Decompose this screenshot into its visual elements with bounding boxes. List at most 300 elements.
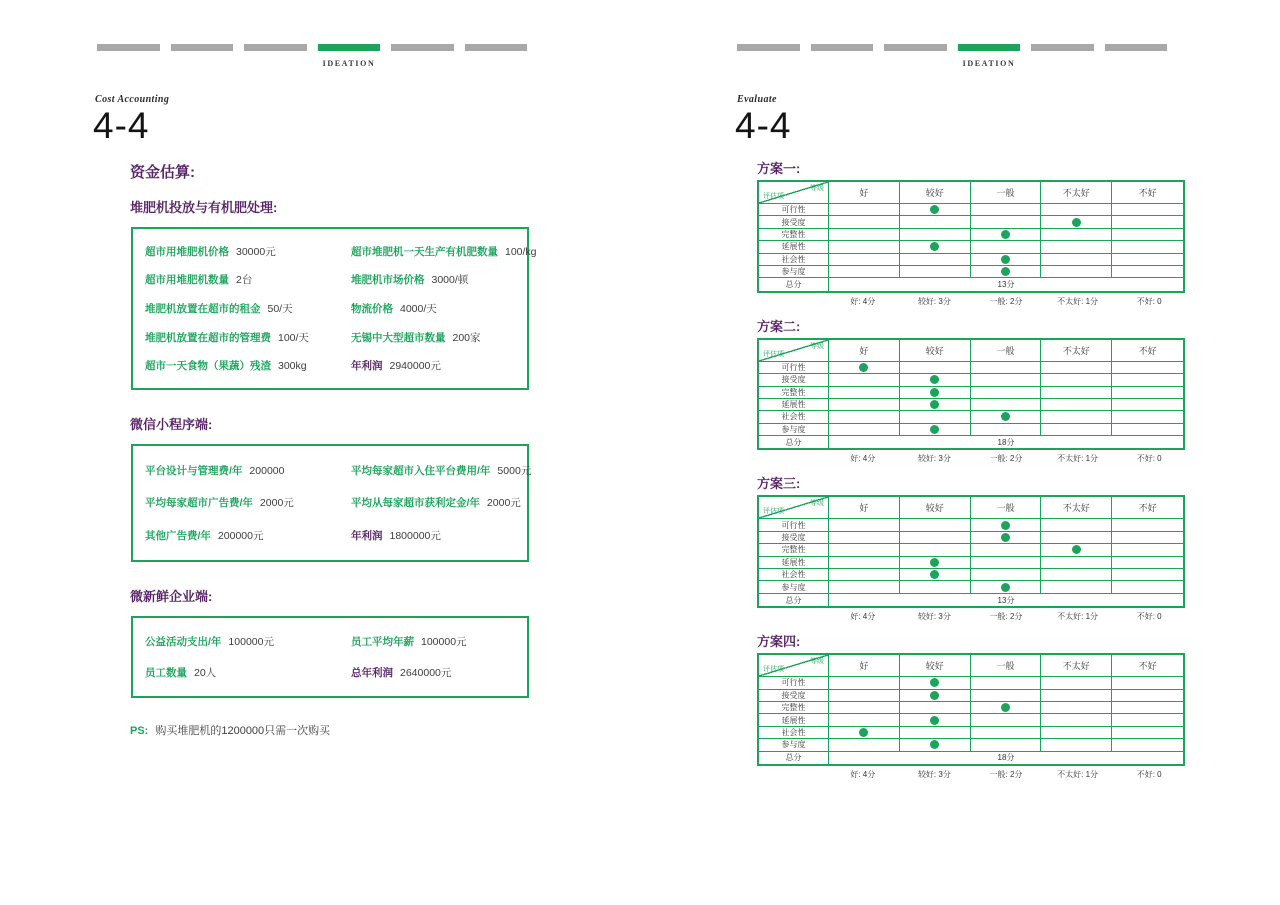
rating-dot	[1072, 545, 1081, 554]
progress-segment	[391, 44, 454, 51]
item-label: 员工平均年薪	[351, 636, 414, 648]
rating-dot	[1001, 255, 1010, 264]
column-header: 一般	[971, 655, 1042, 677]
criteria-label: 延展性	[759, 399, 829, 411]
left-sections	[130, 197, 537, 738]
rating-cell	[1041, 254, 1112, 266]
page-number-left: 4-4	[93, 105, 150, 146]
rating-dot	[930, 242, 939, 251]
rating-cell	[971, 690, 1042, 702]
rating-cell	[1112, 387, 1183, 399]
legend-item: 好: 4分	[850, 296, 876, 306]
rating-cell	[900, 677, 971, 689]
progress-segments	[97, 44, 527, 51]
item-value: 2000元	[259, 497, 294, 510]
rating-cell	[1112, 581, 1183, 593]
legend-spacer	[757, 611, 827, 622]
rating-cell	[971, 424, 1042, 436]
column-header: 较好	[900, 340, 971, 362]
rating-dot	[930, 558, 939, 567]
rating-cell	[900, 739, 971, 751]
rating-cell	[1041, 229, 1112, 241]
info-row	[133, 244, 537, 259]
rating-dot	[930, 678, 939, 687]
info-box	[131, 227, 537, 390]
rating-cell	[829, 544, 900, 556]
rating-cell	[1112, 216, 1183, 228]
rating-cell	[1112, 714, 1183, 726]
item-value: 1800000元	[389, 530, 441, 543]
criteria-label: 接受度	[759, 532, 829, 544]
criteria-label: 完整性	[759, 229, 829, 241]
legend-item: 不好: 0	[1136, 454, 1162, 464]
rating-cell	[971, 569, 1042, 581]
rating-cell	[1041, 241, 1112, 253]
rating-cell	[829, 702, 900, 714]
progress-bar-left	[97, 44, 527, 51]
progress-segment	[1031, 44, 1094, 51]
legend-item: 一般: 2分	[989, 769, 1023, 779]
rating-cell	[829, 727, 900, 739]
eval-table	[757, 338, 1185, 451]
rating-cell	[971, 519, 1042, 531]
rating-cell	[1041, 411, 1112, 423]
rating-cell	[829, 387, 900, 399]
total-value: 18分	[997, 753, 1015, 763]
rating-cell	[971, 557, 1042, 569]
rating-cell	[1041, 557, 1112, 569]
rating-cell	[900, 519, 971, 531]
rating-cell	[1112, 399, 1183, 411]
item-label: 平均从每家超市获利定金/年	[351, 497, 480, 510]
column-header: 不好	[1112, 340, 1183, 362]
rating-dot	[1072, 218, 1081, 227]
rating-cell	[971, 714, 1042, 726]
rating-dot	[1001, 412, 1010, 421]
item-value: 50/天	[267, 302, 293, 315]
corner-cell	[759, 340, 829, 362]
rating-cell	[829, 254, 900, 266]
info-item	[351, 495, 527, 510]
rating-cell	[829, 532, 900, 544]
rating-cell	[900, 399, 971, 411]
legend-item: 不太好: 1分	[1057, 612, 1099, 622]
progress-segment	[737, 44, 800, 51]
rating-cell	[900, 557, 971, 569]
rating-cell	[971, 374, 1042, 386]
legend-item: 不太好: 1分	[1057, 296, 1099, 306]
info-box	[131, 616, 529, 698]
legend-item: 不好: 0	[1136, 612, 1162, 622]
rating-cell	[971, 387, 1042, 399]
section-heading: 堆肥机投放与有机肥处理:	[130, 200, 278, 215]
plan-title: 方案四:	[757, 634, 801, 650]
info-row	[133, 665, 527, 680]
rating-cell	[829, 411, 900, 423]
info-item	[351, 244, 537, 259]
legend-item: 不好: 0	[1136, 769, 1162, 779]
info-item	[145, 495, 351, 510]
item-value: 20人	[194, 667, 217, 679]
item-label: 无锡中大型超市数量	[351, 331, 446, 344]
rating-cell	[1041, 727, 1112, 739]
progress-segments	[737, 44, 1167, 51]
rating-cell	[1112, 424, 1183, 436]
rating-cell	[1041, 569, 1112, 581]
plan-title: 方案三:	[757, 476, 801, 492]
rating-cell	[1041, 544, 1112, 556]
total-label: 总分	[759, 752, 829, 764]
rating-cell	[971, 581, 1042, 593]
rating-dot	[1001, 533, 1010, 542]
rating-cell	[1041, 204, 1112, 216]
info-item	[351, 634, 527, 649]
column-header: 不好	[1112, 182, 1183, 204]
info-item	[351, 301, 527, 316]
section-heading: 微新鲜企业端:	[130, 589, 213, 604]
rating-cell	[829, 266, 900, 278]
rating-cell	[971, 266, 1042, 278]
legend-item: 好: 4分	[850, 612, 876, 622]
rating-cell	[1112, 374, 1183, 386]
legend-item: 不太好: 1分	[1057, 454, 1099, 464]
rating-cell	[1041, 532, 1112, 544]
rating-cell	[1112, 241, 1183, 253]
criteria-label: 可行性	[759, 519, 829, 531]
eval-table	[757, 180, 1185, 293]
grade-axis-label: 等级	[810, 185, 824, 192]
info-item	[145, 665, 351, 680]
ps-note	[130, 722, 530, 738]
legend-row	[757, 453, 1185, 464]
grade-axis-label: 等级	[810, 342, 824, 350]
rating-cell	[829, 241, 900, 253]
criteria-label: 社会性	[759, 411, 829, 423]
rating-cell	[900, 714, 971, 726]
criteria-label: 可行性	[759, 204, 829, 216]
rating-cell	[1112, 532, 1183, 544]
rating-cell	[971, 399, 1042, 411]
ps-label: PS:	[130, 725, 149, 737]
criteria-axis-label: 评估项	[763, 508, 784, 516]
plan-block	[757, 631, 1188, 780]
item-label: 超市用堆肥机价格	[145, 245, 229, 258]
rating-cell	[971, 702, 1042, 714]
rating-cell	[1112, 677, 1183, 689]
info-item	[145, 463, 351, 478]
rating-cell	[971, 229, 1042, 241]
criteria-label: 完整性	[759, 544, 829, 556]
item-label: 超市一天食物（果蔬）残渣	[145, 360, 271, 373]
rating-dot	[859, 728, 868, 737]
criteria-label: 延展性	[759, 714, 829, 726]
column-header: 不好	[1112, 655, 1183, 677]
column-header: 一般	[971, 497, 1042, 519]
criteria-label: 参与度	[759, 424, 829, 436]
item-label: 物流价格	[351, 302, 393, 315]
rating-cell	[971, 204, 1042, 216]
criteria-label: 社会性	[759, 727, 829, 739]
item-label: 总年利润	[351, 667, 393, 679]
page-number-right: 4-4	[735, 105, 792, 146]
criteria-label: 参与度	[759, 581, 829, 593]
legend-item: 较好: 3分	[917, 612, 951, 622]
item-value: 2640000元	[400, 667, 452, 679]
rating-dot	[930, 388, 939, 397]
plan-title: 方案一:	[757, 161, 801, 176]
criteria-label: 社会性	[759, 569, 829, 581]
rating-cell	[829, 229, 900, 241]
column-header: 不好	[1112, 497, 1183, 519]
rating-cell	[1112, 544, 1183, 556]
rating-cell	[1041, 690, 1112, 702]
column-header: 好	[829, 655, 900, 677]
rating-cell	[971, 362, 1042, 374]
rating-cell	[829, 557, 900, 569]
rating-cell	[900, 532, 971, 544]
rating-cell	[900, 411, 971, 423]
info-item	[145, 272, 351, 287]
rating-cell	[1041, 519, 1112, 531]
item-label: 年利润	[351, 360, 383, 373]
item-label: 年利润	[351, 530, 383, 543]
rating-cell	[1112, 690, 1183, 702]
rating-dot	[930, 691, 939, 700]
column-header: 较好	[900, 655, 971, 677]
rating-dot	[1001, 230, 1010, 239]
item-value: 200家	[452, 331, 481, 344]
criteria-label: 参与度	[759, 266, 829, 278]
rating-cell	[900, 387, 971, 399]
total-label: 总分	[759, 278, 829, 290]
rating-cell	[1112, 266, 1183, 278]
info-item	[145, 244, 351, 259]
info-row	[133, 495, 527, 510]
rating-cell	[971, 544, 1042, 556]
info-box	[131, 444, 532, 562]
rating-cell	[971, 241, 1042, 253]
criteria-label: 接受度	[759, 216, 829, 228]
info-row	[133, 358, 527, 373]
info-item	[145, 301, 351, 316]
progress-segment	[465, 44, 528, 51]
info-item	[351, 463, 531, 478]
item-value: 4000/天	[400, 302, 437, 315]
legend-spacer	[757, 296, 827, 307]
rating-cell	[829, 519, 900, 531]
item-label: 超市用堆肥机数量	[145, 274, 229, 287]
rating-cell	[900, 581, 971, 593]
rating-dot	[1001, 521, 1010, 530]
rating-cell	[971, 216, 1042, 228]
info-row	[133, 330, 527, 345]
total-label: 总分	[759, 594, 829, 606]
item-value: 2台	[236, 274, 253, 287]
rating-cell	[900, 204, 971, 216]
rating-cell	[900, 241, 971, 253]
column-header: 较好	[900, 182, 971, 204]
rating-cell	[1112, 727, 1183, 739]
item-label: 其他广告费/年	[145, 530, 211, 543]
section-heading: 微信小程序端:	[130, 417, 213, 432]
eval-table	[757, 495, 1185, 608]
column-header: 不太好	[1041, 182, 1112, 204]
rating-cell	[829, 739, 900, 751]
info-row	[133, 634, 527, 649]
criteria-label: 可行性	[759, 677, 829, 689]
info-item	[351, 665, 527, 680]
progress-segment	[811, 44, 874, 51]
rating-cell	[900, 216, 971, 228]
item-value: 100000元	[228, 636, 274, 648]
info-item	[145, 634, 351, 649]
item-label: 堆肥机市场价格	[351, 274, 425, 287]
info-item	[351, 358, 527, 373]
rating-cell	[1041, 362, 1112, 374]
item-label: 公益活动支出/年	[145, 636, 222, 648]
item-value: 2000元	[486, 497, 521, 510]
criteria-label: 延展性	[759, 557, 829, 569]
legend-item: 一般: 2分	[989, 612, 1023, 622]
rating-cell	[1112, 411, 1183, 423]
legend-item: 不好: 0	[1136, 296, 1162, 306]
criteria-axis-label: 评估项	[763, 193, 784, 200]
rating-cell	[900, 254, 971, 266]
rating-cell	[971, 411, 1042, 423]
rating-cell	[1041, 387, 1112, 399]
item-label: 平台设计与管理费/年	[145, 464, 243, 477]
rating-cell	[1112, 739, 1183, 751]
rating-dot	[1001, 703, 1010, 712]
legend-row	[757, 769, 1185, 780]
rating-cell	[1041, 702, 1112, 714]
rating-cell	[1112, 204, 1183, 216]
corner-cell	[759, 497, 829, 519]
item-label: 堆肥机放置在超市的租金	[145, 302, 261, 315]
ps-text: 购买堆肥机的1200000只需一次购买	[155, 725, 331, 737]
column-header: 一般	[971, 182, 1042, 204]
info-row	[133, 272, 527, 287]
rating-dot	[1001, 267, 1010, 276]
criteria-axis-label: 评估项	[763, 350, 784, 358]
column-header: 好	[829, 340, 900, 362]
column-header: 较好	[900, 497, 971, 519]
funding-title: 资金估算:	[130, 164, 195, 181]
rating-cell	[1041, 714, 1112, 726]
item-label: 超市堆肥机一天生产有机肥数量	[351, 245, 498, 258]
progress-segment-active	[958, 44, 1021, 51]
criteria-axis-label: 评估项	[763, 666, 784, 674]
column-header: 不太好	[1041, 655, 1112, 677]
rating-dot	[930, 740, 939, 749]
legend-row	[757, 296, 1185, 307]
progress-bar-right	[737, 44, 1167, 51]
rating-cell	[829, 714, 900, 726]
rating-cell	[900, 229, 971, 241]
corner-cell	[759, 655, 829, 677]
legend-item: 一般: 2分	[989, 296, 1023, 306]
rating-cell	[1041, 266, 1112, 278]
rating-cell	[1041, 216, 1112, 228]
rating-cell	[1112, 702, 1183, 714]
item-value: 100000元	[421, 636, 467, 648]
column-header: 不太好	[1041, 340, 1112, 362]
rating-cell	[1112, 229, 1183, 241]
item-value: 100/天	[278, 331, 309, 344]
criteria-label: 延展性	[759, 241, 829, 253]
rating-dot	[930, 425, 939, 434]
info-item	[145, 358, 351, 373]
plan-title: 方案二:	[757, 318, 801, 334]
rating-cell	[971, 739, 1042, 751]
progress-segment	[244, 44, 307, 51]
item-value: 200000	[249, 464, 285, 477]
criteria-label: 社会性	[759, 254, 829, 266]
info-item	[351, 272, 527, 287]
rating-cell	[1112, 362, 1183, 374]
rating-cell	[900, 424, 971, 436]
item-value: 200000元	[217, 530, 264, 543]
plan-block	[757, 316, 1188, 465]
rating-cell	[971, 727, 1042, 739]
rating-cell	[900, 569, 971, 581]
legend-item: 较好: 3分	[917, 769, 951, 779]
total-label: 总分	[759, 436, 829, 448]
rating-cell	[829, 374, 900, 386]
column-header: 不太好	[1041, 497, 1112, 519]
rating-cell	[1041, 399, 1112, 411]
eval-table	[757, 653, 1185, 766]
rating-dot	[930, 716, 939, 725]
grade-axis-label: 等级	[810, 658, 824, 666]
item-label: 堆肥机放置在超市的管理费	[145, 331, 271, 344]
progress-segment	[97, 44, 160, 51]
eyebrow-evaluate: Evaluate	[737, 94, 777, 105]
legend-item: 好: 4分	[850, 454, 876, 464]
criteria-label: 可行性	[759, 362, 829, 374]
eyebrow-cost-accounting: Cost Accounting	[95, 94, 170, 105]
legend-item: 较好: 3分	[917, 454, 951, 464]
criteria-label: 接受度	[759, 374, 829, 386]
item-value: 30000元	[236, 245, 276, 258]
item-value: 2940000元	[389, 360, 441, 373]
progress-segment-active	[318, 44, 381, 51]
corner-cell	[759, 182, 829, 204]
rating-cell	[1041, 581, 1112, 593]
legend-spacer	[757, 453, 827, 464]
rating-dot	[930, 570, 939, 579]
rating-cell	[971, 532, 1042, 544]
rating-cell	[1112, 557, 1183, 569]
rating-cell	[829, 581, 900, 593]
item-label: 平均每家超市入住平台费用/年	[351, 464, 491, 477]
rating-cell	[900, 374, 971, 386]
rating-dot	[930, 205, 939, 214]
criteria-label: 完整性	[759, 702, 829, 714]
rating-cell	[971, 677, 1042, 689]
rating-cell	[829, 399, 900, 411]
progress-segment	[171, 44, 234, 51]
rating-cell	[1041, 739, 1112, 751]
criteria-label: 接受度	[759, 690, 829, 702]
rating-cell	[1041, 374, 1112, 386]
rating-cell	[971, 254, 1042, 266]
total-value: 18分	[997, 437, 1015, 447]
rating-cell	[900, 362, 971, 374]
evaluation-plans	[757, 158, 1188, 789]
progress-segment	[884, 44, 947, 51]
legend-spacer	[757, 769, 827, 780]
